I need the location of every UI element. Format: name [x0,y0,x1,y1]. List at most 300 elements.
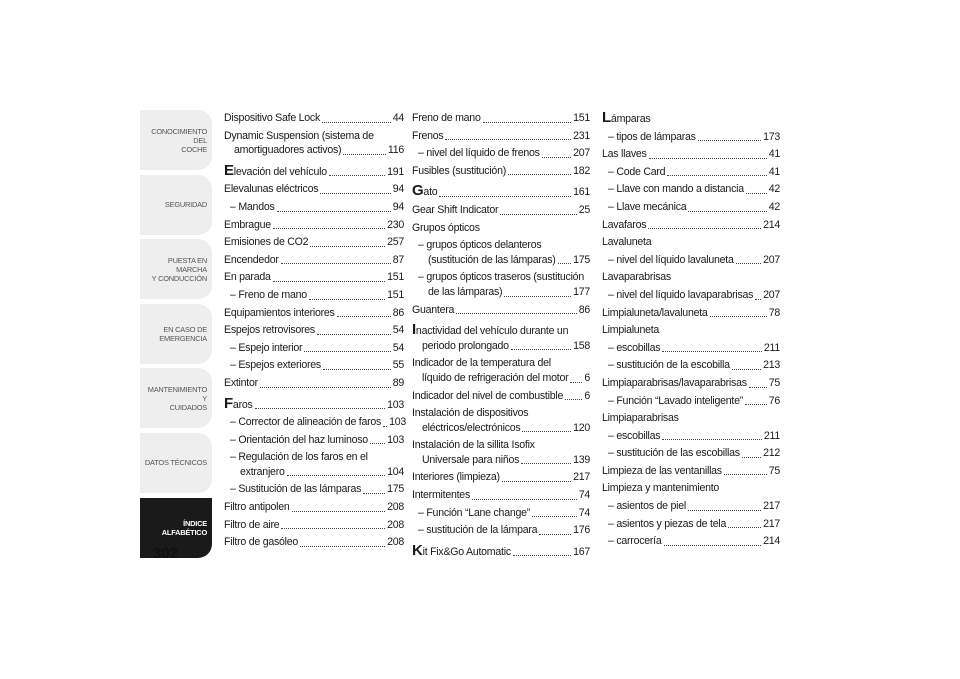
dot-leader [688,211,766,212]
index-entry [224,482,404,497]
entry-term [608,429,660,444]
dot-leader [662,439,762,440]
entry-page: 231 [573,129,590,142]
entry-term [608,341,660,356]
entry-text: Intermitentes [412,489,470,502]
entry-continuation [224,143,404,158]
index-entry [412,129,590,144]
index-entry [412,523,590,538]
entry-text: – Espejos exteriores [230,359,321,372]
entry-term [412,184,437,200]
dot-leader [745,404,767,405]
entry-text: – Llave mecánica [608,200,687,213]
entry-term [608,358,730,373]
entry-page: 41 [768,165,780,178]
sidebar-tab-label: PUESTA EN MARCHA Y CONDUCCIÓN [151,255,207,283]
dot-leader [511,349,571,350]
entry-term [230,288,307,303]
dot-leader [383,426,387,427]
dot-leader [504,296,571,297]
entry-term [412,488,470,503]
index-entry [224,200,404,215]
entry-initial: K [412,541,423,559]
dot-leader [273,281,385,282]
entry-term [224,182,318,197]
index-column-3 [602,111,780,552]
dot-leader [323,369,391,370]
dot-leader [317,334,391,335]
entry-text: En parada [224,271,271,284]
entry-page: 103 [389,416,407,429]
dot-leader [664,545,762,546]
entry-continuation [412,371,590,386]
index-entry [224,500,404,515]
entry-text: – Sustitución de las lámparas [230,483,362,496]
dot-leader [742,457,761,458]
entry-term [224,270,271,285]
entry-text: (sustitución de las lámparas) [428,253,556,266]
dot-leader [736,263,761,264]
dot-leader [370,443,385,444]
entry-text: Equipamientos interiores [224,306,335,319]
index-entry [412,238,590,267]
entry-text: Frenos [412,129,444,142]
entry-page: 167 [573,545,590,558]
dot-leader [277,211,391,212]
entry-term [224,235,308,250]
entry-page: 116 [387,144,404,157]
dot-leader [439,196,571,197]
entry-term [224,394,253,413]
entry-term [602,147,647,162]
entry-text: Lavafaros [602,218,647,231]
index-entry [224,358,404,373]
entry-continuation [418,285,590,300]
entry-term [230,341,302,356]
dot-leader [513,555,571,556]
entry-page: 161 [573,186,590,199]
entry-text: – asientos y piezas de tela [608,517,727,530]
index-entry [412,506,590,521]
entry-page: 217 [763,500,780,513]
entry-page: 54 [392,324,404,337]
index-entry [224,341,404,356]
entry-page: 76 [768,394,780,407]
entry-page: 151 [573,112,590,124]
entry-page: 6 [584,371,590,384]
entry-term [224,218,271,233]
index-entry [412,164,590,179]
entry-text: – Corrector de alineación de faros [230,416,382,429]
entry-term [608,517,726,532]
dot-leader [456,313,577,314]
entry-text: Indicador del nivel de combustible [412,389,564,402]
entry-text: – nivel del líquido lavaparabrisas [608,288,754,301]
entry-page: 211 [763,341,780,354]
entry-page: 87 [392,253,404,266]
entry-text: Guantera [412,303,455,316]
entry-text: Extintor [224,376,258,389]
entry-page: 42 [768,183,780,196]
index-entry [412,438,590,467]
entry-initial: L [602,109,611,126]
entry-page: 208 [387,536,404,549]
entry-text: Indicador de la temperatura del [412,357,551,370]
entry-term [224,129,404,144]
index-entry [602,182,780,197]
dot-leader [522,431,571,432]
entry-text: ato [423,186,438,199]
entry-term [230,358,321,373]
entry-term [418,506,530,521]
sidebar-tab[interactable] [140,433,212,493]
dot-leader [558,263,571,264]
entry-text: – sustitución de las escobillas [608,447,740,460]
entry-continuation [230,465,404,480]
entry-page: 41 [768,148,780,161]
page-number: 302 [153,545,179,562]
dot-leader [724,474,767,475]
entry-term [602,306,708,321]
entry-text: – Llave con mando a distancia [608,183,744,196]
entry-page: 177 [573,285,590,298]
entry-text: – nivel del líquido de frenos [418,147,540,160]
entry-term [602,376,747,391]
dot-leader [260,387,391,388]
index-entry [602,218,780,233]
index-entry [224,129,404,158]
entry-text: Dispositivo Safe Lock [224,112,321,124]
entry-text: – Mandos [230,200,275,213]
entry-text: – sustitución de la escobilla [608,359,730,372]
sidebar-tab-label: CONOCIMIENTO DEL COCHE [151,126,207,154]
index-heading [602,481,780,496]
sidebar-tab-label: SEGURIDAD [164,200,207,210]
index-heading [602,111,780,127]
entry-page: 207 [763,253,780,266]
entry-page: 78 [768,306,780,319]
entry-text: – Orientación del haz luminoso [230,433,368,446]
index-entry [602,253,780,268]
index-entry [224,306,404,321]
index-entry [412,389,590,404]
entry-text: – Espejo interior [230,341,303,354]
entry-text: Emisiones de CO2 [224,236,309,249]
entry-term [412,438,590,453]
index-entry [602,130,780,145]
entry-continuation [412,453,590,468]
index-heading [602,235,780,250]
dot-leader [710,316,767,317]
sidebar-tab-label: DATOS TÉCNICOS [144,458,207,468]
entry-term [608,446,740,461]
index-heading [602,411,780,426]
entry-page: 175 [387,483,404,496]
index-entry [412,323,590,353]
entry-text: Las llaves [602,148,647,161]
entry-page: 75 [768,464,780,477]
index-entry [224,111,404,126]
entry-initial: I [412,321,416,339]
index-entry [412,146,590,161]
entry-page: 55 [392,359,404,372]
sidebar-tab[interactable] [140,175,212,235]
index-entry [602,517,780,532]
entry-text: de las lámparas) [428,285,503,298]
index-entry [224,376,404,391]
sidebar-tab[interactable] [140,368,212,428]
entry-text: – escobillas [608,429,661,442]
dot-leader [255,408,386,409]
entry-term [230,450,404,465]
entry-text: – Función “Lane change” [418,506,531,519]
dot-leader [649,158,767,159]
entry-text: Espejos retrovisores [224,324,315,337]
entry-continuation [412,339,590,354]
entry-text: Elevalunas eléctricos [224,183,319,196]
entry-page: 208 [387,501,404,514]
entry-term [608,200,686,215]
entry-page: 86 [392,306,404,319]
dot-leader [287,475,385,476]
entry-page: 176 [573,524,590,537]
dot-leader [337,316,391,317]
entry-term [412,389,563,404]
entry-text: Instalación de dispositivos [412,407,529,420]
entry-page: 120 [573,421,590,434]
entry-term [224,111,320,126]
entry-term [608,130,696,145]
entry-page: 151 [387,288,404,301]
dot-leader [472,499,577,500]
entry-text: nactividad del vehículo durante un [415,325,569,338]
entry-text: – grupos ópticos delanteros [418,239,542,252]
entry-text: levación del vehículo [233,165,327,178]
entry-text: eléctricos/electrónicos [422,421,521,434]
sidebar-tab-label: ÍNDICE ALFABÉTICO [161,518,207,537]
entry-page: 104 [387,465,404,478]
entry-page: 230 [387,218,404,231]
entry-initial: F [224,394,233,412]
index-entry [602,534,780,549]
entry-term [230,482,361,497]
dot-leader [500,214,576,215]
index-entry [224,218,404,233]
entry-text: extranjero [240,465,285,478]
index-entry [224,394,404,413]
index-entry [224,535,404,550]
entry-text: it Fix&Go Automatic [422,545,511,558]
entry-page: 75 [768,376,780,389]
entry-page: 207 [763,288,780,301]
index-entry [224,288,404,303]
entry-term [608,253,734,268]
entry-text: Fusibles (sustitución) [412,164,506,177]
entry-page: 217 [573,471,590,484]
index-entry [224,235,404,250]
dot-leader [343,154,386,155]
index-entry [412,470,590,485]
entry-page: 42 [768,200,780,213]
entry-text: – grupos ópticos traseros (sustitución [418,271,584,284]
dot-leader [667,175,766,176]
entry-term [412,356,590,371]
entry-page: 158 [573,339,590,352]
entry-page: 86 [578,303,590,316]
sidebar-tab-label: MANTENIMIENTO Y CUIDADOS [147,384,207,412]
entry-text: Gear Shift Indicator [412,203,499,216]
dot-leader [320,193,390,194]
dot-leader [728,527,761,528]
entry-term [230,200,275,215]
entry-page: 211 [763,429,780,442]
sidebar-tab[interactable] [140,239,212,299]
entry-page: 74 [578,489,590,502]
index-column-1 [224,111,407,553]
index-entry [602,306,780,321]
entry-page: 212 [763,447,780,460]
index-entry [412,488,590,503]
entry-text: amortiguadores activos) [234,144,342,157]
index-entry [602,341,780,356]
index-heading [412,221,590,236]
dot-leader [698,140,761,141]
dot-leader [300,546,385,547]
entry-text: Instalación de la sillita Isofix [412,439,535,452]
entry-text: líquido de refrigeración del motor [422,371,569,384]
entry-page: 94 [392,183,404,196]
index-entry [602,147,780,162]
dot-leader [310,246,385,247]
dot-leader [732,369,761,370]
index-entry [412,541,590,560]
entry-term [224,161,327,180]
index-entry [412,203,590,218]
index-column-2 [412,111,590,562]
index-heading [602,323,780,338]
entry-term [224,535,298,550]
index-entry [412,184,590,200]
index-entry [412,111,590,126]
entry-text: Embrague [224,218,271,231]
dot-leader [542,157,571,158]
entry-term [418,523,537,538]
entry-page: 257 [387,236,404,249]
entry-term [412,129,443,144]
sidebar-tab[interactable] [140,110,212,170]
entry-term [608,165,665,180]
dot-leader [662,351,762,352]
dot-leader [281,263,391,264]
index-entry [412,270,590,299]
entry-term [230,433,368,448]
entry-text: – Freno de mano [230,288,307,301]
entry-term [224,306,335,321]
entry-page: 213 [763,359,780,372]
entry-text: Limpieza de las ventanillas [602,464,722,477]
sidebar-tab[interactable] [140,304,212,364]
entry-continuation [412,421,590,436]
index-entry [224,433,404,448]
entry-term [412,303,454,318]
index-entry [224,161,404,180]
entry-term [608,182,744,197]
entry-term [412,111,481,126]
index-entry [602,464,780,479]
entry-term [224,323,315,338]
dot-leader [329,175,385,176]
entry-page: 94 [392,200,404,213]
index-entry [602,288,780,303]
entry-term [602,218,646,233]
entry-page: 207 [573,147,590,160]
entry-term [412,406,590,421]
entry-text: Limpiaparabrisas/lavaparabrisas [602,376,747,389]
index-entry [224,518,404,533]
dot-leader [281,528,385,529]
entry-text: aros [232,398,253,411]
entry-page: 175 [573,253,590,266]
entry-text: Lavaparabrisas [602,271,671,284]
entry-term [418,146,540,161]
entry-page: 151 [387,271,404,284]
dot-leader [648,228,761,229]
dot-leader [521,463,571,464]
entry-text: Filtro antipolen [224,501,290,514]
entry-page: 139 [573,453,590,466]
entry-text: – Code Card [608,165,666,178]
entry-page: 214 [763,535,780,548]
entry-text: – asientos de piel [608,500,686,513]
index-entry [224,253,404,268]
index-entry [224,182,404,197]
index-entry [602,376,780,391]
entry-text: – tipos de lámparas [608,130,696,143]
index-entry [602,200,780,215]
entry-term [418,238,590,253]
entry-text: – sustitución de la lámpara [418,524,538,537]
dot-leader [483,122,571,123]
dot-leader [532,516,577,517]
entry-term [224,376,258,391]
entry-term [230,415,381,430]
index-entry [602,165,780,180]
entry-page: 217 [763,517,780,530]
entry-term [224,500,290,515]
dot-leader [304,351,390,352]
entry-page: 208 [387,518,404,531]
index-entry [412,356,590,385]
entry-page: 103 [387,398,404,411]
entry-text: Limpialuneta [602,324,660,337]
dot-leader [570,382,582,383]
entry-text: ámparas [610,113,651,125]
entry-page: 25 [578,203,590,216]
chapter-sidebar [140,110,212,562]
dot-leader [502,481,571,482]
entry-term [412,323,590,339]
entry-text: – carrocería [608,535,662,548]
entry-page: 6 [584,389,590,402]
index-entry [224,415,407,430]
entry-initial: E [224,161,234,179]
dot-leader [445,139,571,140]
entry-text: – Regulación de los faros en el [230,451,368,464]
dot-leader [755,299,761,300]
entry-text: Grupos ópticos [412,221,480,234]
dot-leader [508,174,571,175]
entry-term [418,270,590,285]
